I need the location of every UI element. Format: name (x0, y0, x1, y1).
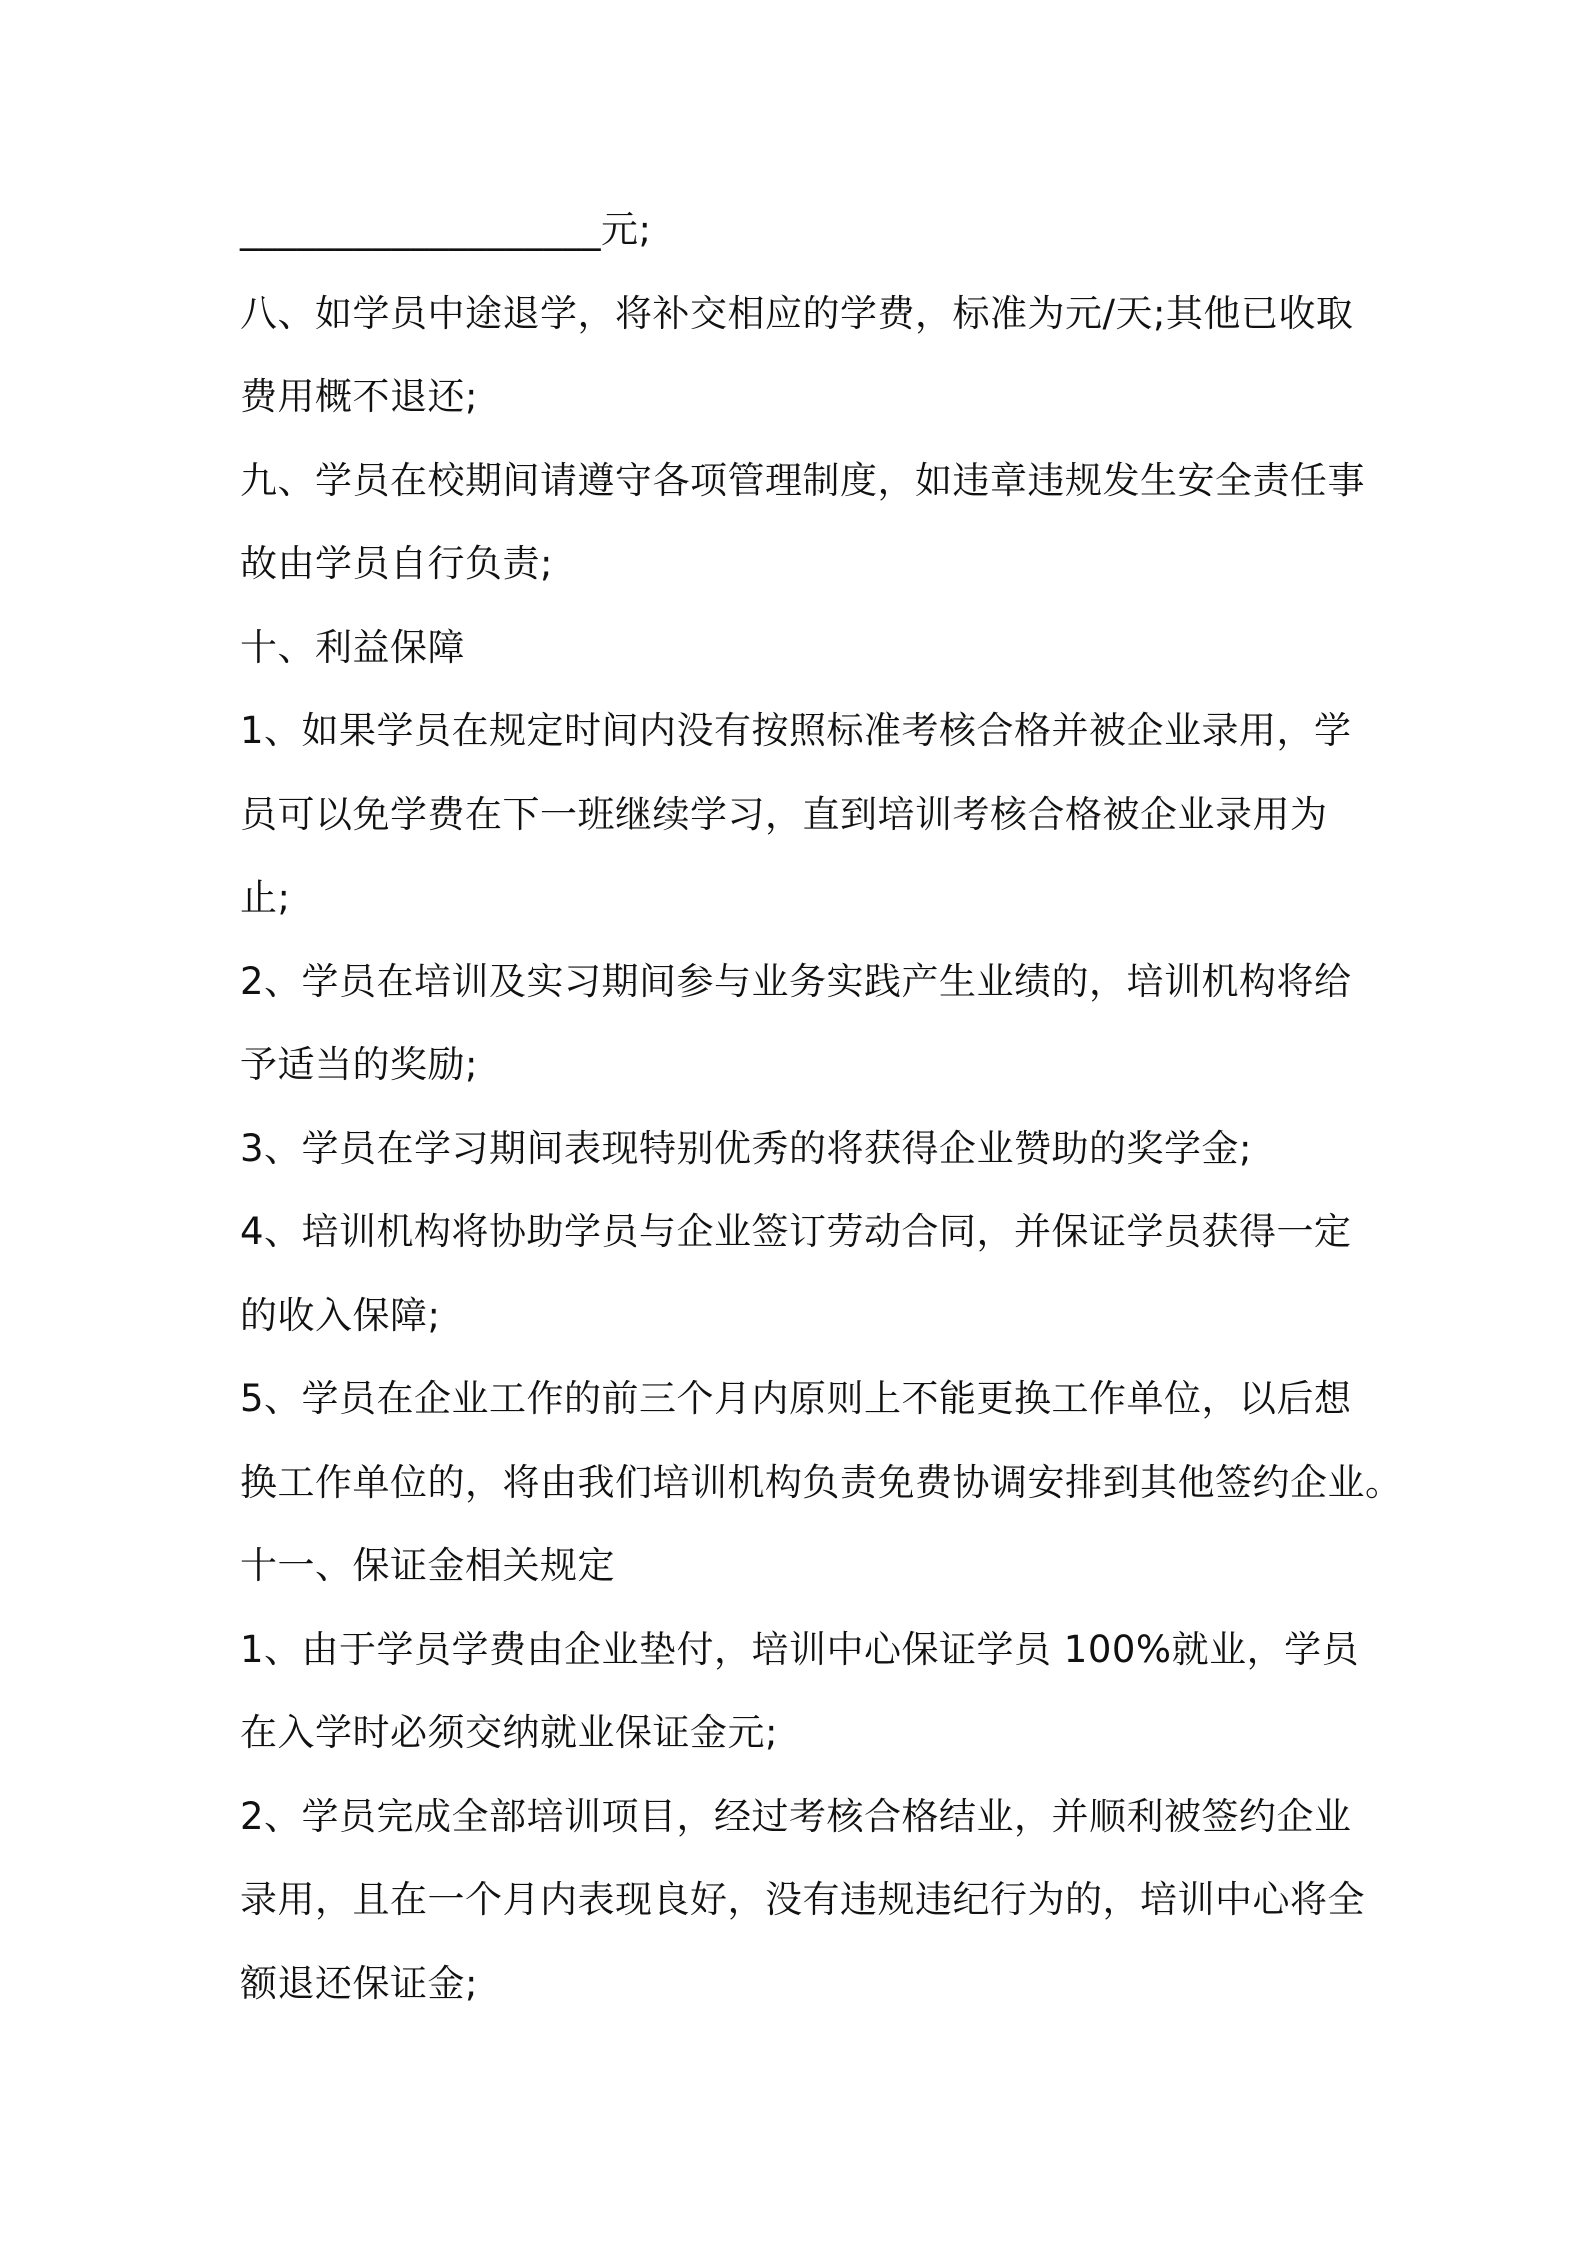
section-heading: 十、利益保障 (240, 625, 465, 669)
text-line: 予适当的奖励; (240, 1043, 478, 1086)
text-line: 1、如果学员在规定时间内没有按照标准考核合格并被企业录用，学 (240, 709, 1352, 752)
text-line: ___________________元; (240, 208, 652, 251)
text-line: 九、学员在校期间请遵守各项管理制度，如违章违规发生安全责任事 (240, 458, 1365, 502)
text-line: 换工作单位的，将由我们培训机构负责免费协调安排到其他签约企业。 (240, 1460, 1403, 1504)
text-line: 5、学员在企业工作的前三个月内原则上不能更换工作单位，以后想 (240, 1377, 1352, 1420)
document-body (240, 188, 1403, 2025)
text-line: 2、学员在培训及实习期间参与业务实践产生业绩的，培训机构将给 (240, 959, 1352, 1003)
text-line: 2、学员完成全部培训项目，经过考核合格结业，并顺利被签约企业 (240, 1794, 1352, 1838)
text-line: 止; (240, 876, 291, 919)
text-line: 的收入保障; (240, 1293, 441, 1337)
section-heading: 十一、保证金相关规定 (240, 1544, 615, 1587)
text-line: 录用，且在一个月内表现良好，没有违规违纪行为的，培训中心将全 (240, 1878, 1365, 1921)
text-line: 员可以免学费在下一班继续学习，直到培训考核合格被企业录用为 (240, 792, 1328, 836)
text-line: 额退还保证金; (240, 1961, 478, 2005)
text-line: 3、学员在学习期间表现特别优秀的将获得企业赞助的奖学金; (240, 1126, 1253, 1170)
text-line: 1、由于学员学费由企业垫付，培训中心保证学员 100%就业，学员 (240, 1627, 1360, 1671)
text-line: 费用概不退还; (240, 375, 478, 418)
text-line: 4、培训机构将协助学员与企业签订劳动合同，并保证学员获得一定 (240, 1210, 1352, 1253)
text-line: 故由学员自行负责; (240, 542, 553, 585)
text-line: 在入学时必须交纳就业保证金元; (240, 1711, 778, 1754)
text-line: 八、如学员中途退学，将补交相应的学费，标准为元/天;其他已收取 (240, 291, 1354, 335)
